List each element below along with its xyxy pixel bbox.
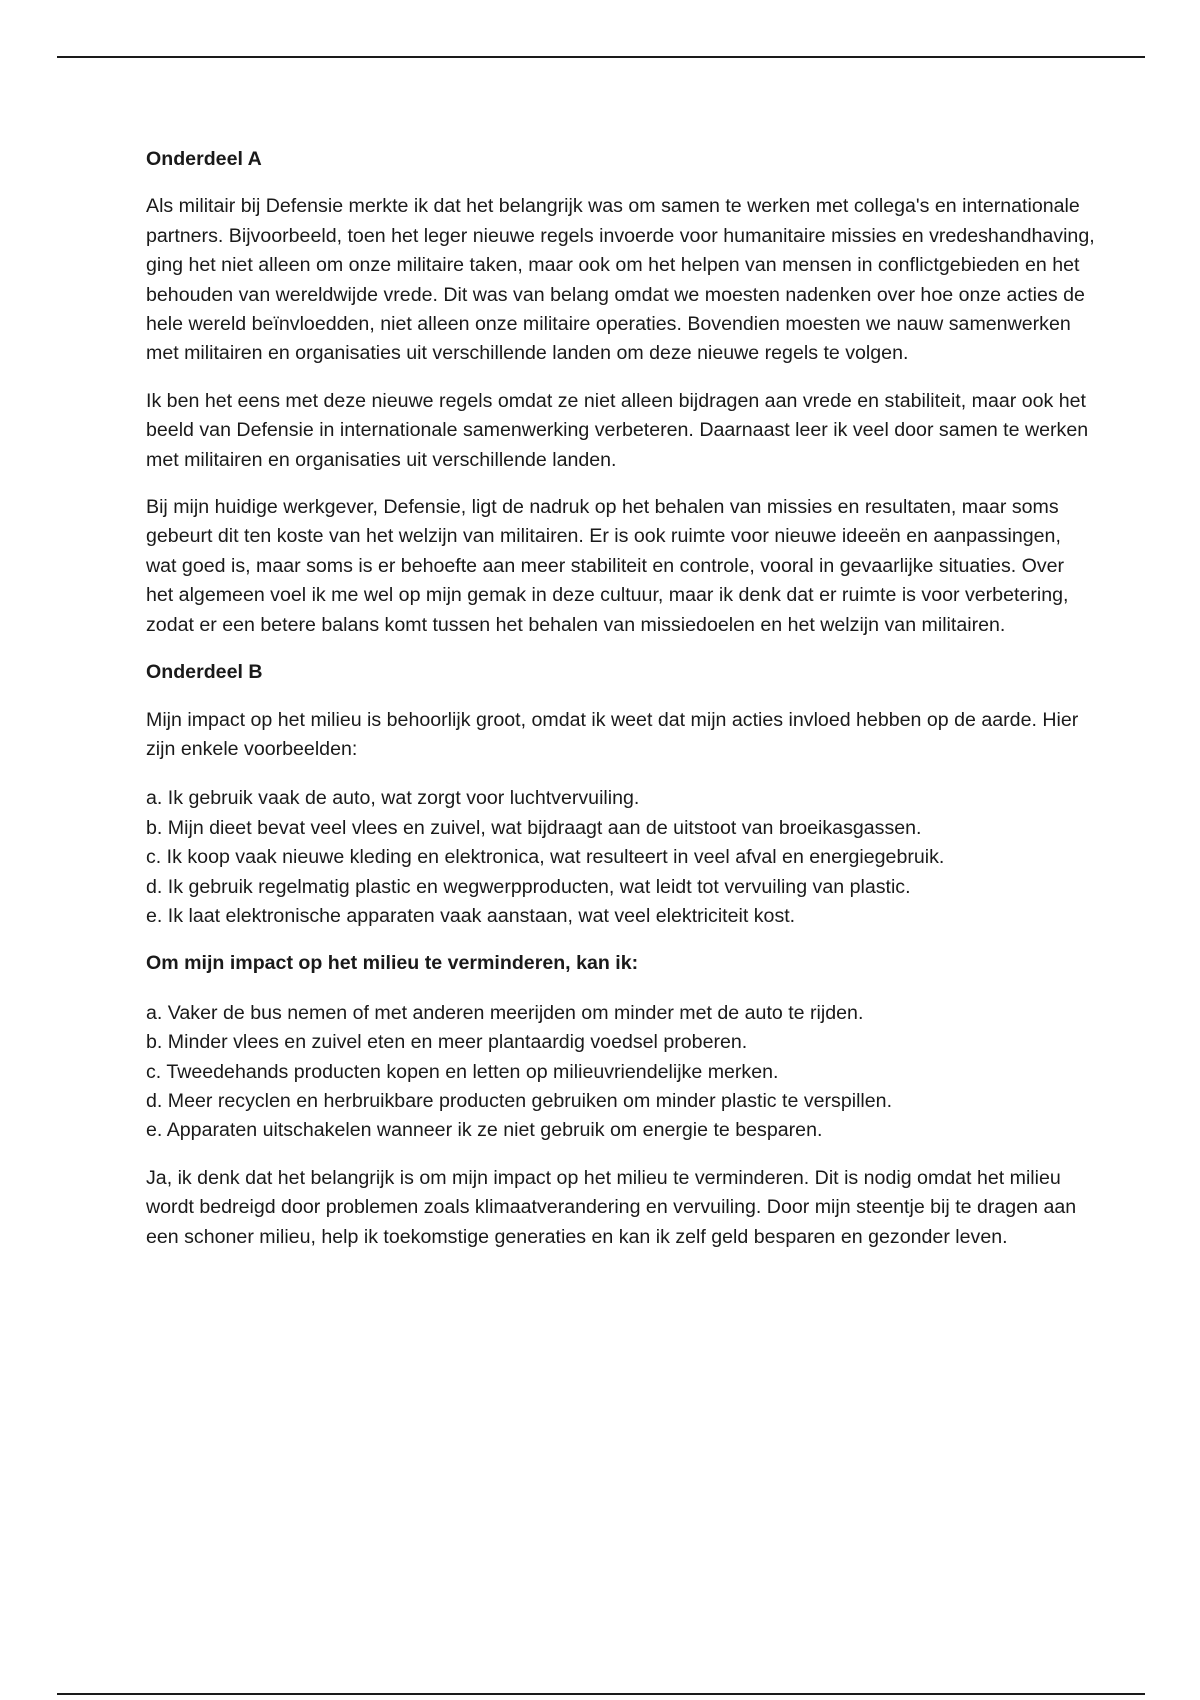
reduction-list [146,999,1096,1146]
section-a-paragraph-3: Bij mijn huidige werkgever, Defensie, ligt de nadruk op het behalen van missies en resultaten, maar soms gebeurt dit ten koste van het welzijn van militairen. Er is ook ruimte voor nieuwe ideeën en aanpassingen, wat goed is, maar soms is er behoefte aan meer stabiliteit en controle, vooral in gevaarlijke situaties. Over het algemeen voel ik me wel op mijn gemak in deze cultuur, maar ik denk dat er ruimte is voor verbetering, zodat er een betere balans komt tussen het behalen van missiedoelen en het welzijn van militairen. [146,496,1069,636]
list-item: c. Ik koop vaak nieuwe kleding en elektronica, wat resulteert in veel afval en energiegebruik. [146,846,945,869]
section-b-heading: Onderdeel B [146,661,263,684]
list-item: e. Ik laat elektronische apparaten vaak aanstaan, wat veel elektriciteit kost. [146,904,796,927]
list-item: b. Minder vlees en zuivel eten en meer plantaardig voedsel proberen. [146,1031,748,1054]
impact-list [146,784,1096,931]
list-item: e. Apparaten uitschakelen wanneer ik ze niet gebruik om energie te besparen. [146,1119,823,1142]
reduce-heading: Om mijn impact op het milieu te verminderen, kan ik: [146,952,639,975]
document-body [146,145,1096,1270]
list-item: d. Meer recyclen en herbruikbare producten gebruiken om minder plastic te verspillen. [146,1089,893,1112]
section-b-conclusion: Ja, ik denk dat het belangrijk is om mijn impact op het milieu te verminderen. Dit is nodig omdat het milieu wordt bedreigd door problemen zoals klimaatverandering en vervuiling. Door mijn steentje bij te dragen aan een schoner milieu, help ik toekomstige generaties en kan ik zelf geld besparen en gezonder leven. [146,1166,1077,1248]
section-a-heading: Onderdeel A [146,148,262,170]
bottom-rule [57,1693,1145,1695]
list-item: c. Tweedehands producten kopen en letten op milieuvriendelijke merken. [146,1060,779,1083]
top-rule [57,56,1145,58]
list-item: a. Vaker de bus nemen of met anderen meerijden om minder met de auto te rijden. [146,1001,864,1024]
list-item: d. Ik gebruik regelmatig plastic en wegwerpproducten, wat leidt tot vervuiling van plastic. [146,875,911,898]
section-a-paragraph-2: Ik ben het eens met deze nieuwe regels omdat ze niet alleen bijdragen aan vrede en stabiliteit, maar ook het beeld van Defensie in internationale samenwerking verbeteren. Daarnaast leer ik veel door samen te werken met militairen en organisaties uit verschillende landen. [146,389,1089,471]
section-b-intro: Mijn impact op het milieu is behoorlijk groot, omdat ik weet dat mijn acties invloed hebben op de aarde. Hier zijn enkele voorbeelden: [146,708,1079,760]
section-a-paragraph-1: Als militair bij Defensie merkte ik dat het belangrijk was om samen te werken met collega's en internationale partners. Bijvoorbeeld, toen het leger nieuwe regels invoerde voor humanitaire missies en vredeshandhaving, ging het niet alleen om onze militaire taken, maar ook om het helpen van mensen in conflictgebieden en het behouden van wereldwijde vrede. Dit was van belang omdat we moesten nadenken over hoe onze acties de hele wereld beïnvloedden, niet alleen onze militaire operaties. Bovendien moesten we nauw samenwerken met militairen en organisaties uit verschillende landen om deze nieuwe regels te volgen. [146,195,1095,365]
list-item: b. Mijn dieet bevat veel vlees en zuivel, wat bijdraagt aan de uitstoot van broeikasgassen. [146,816,922,839]
list-item: a. Ik gebruik vaak de auto, wat zorgt voor luchtvervuiling. [146,787,640,810]
